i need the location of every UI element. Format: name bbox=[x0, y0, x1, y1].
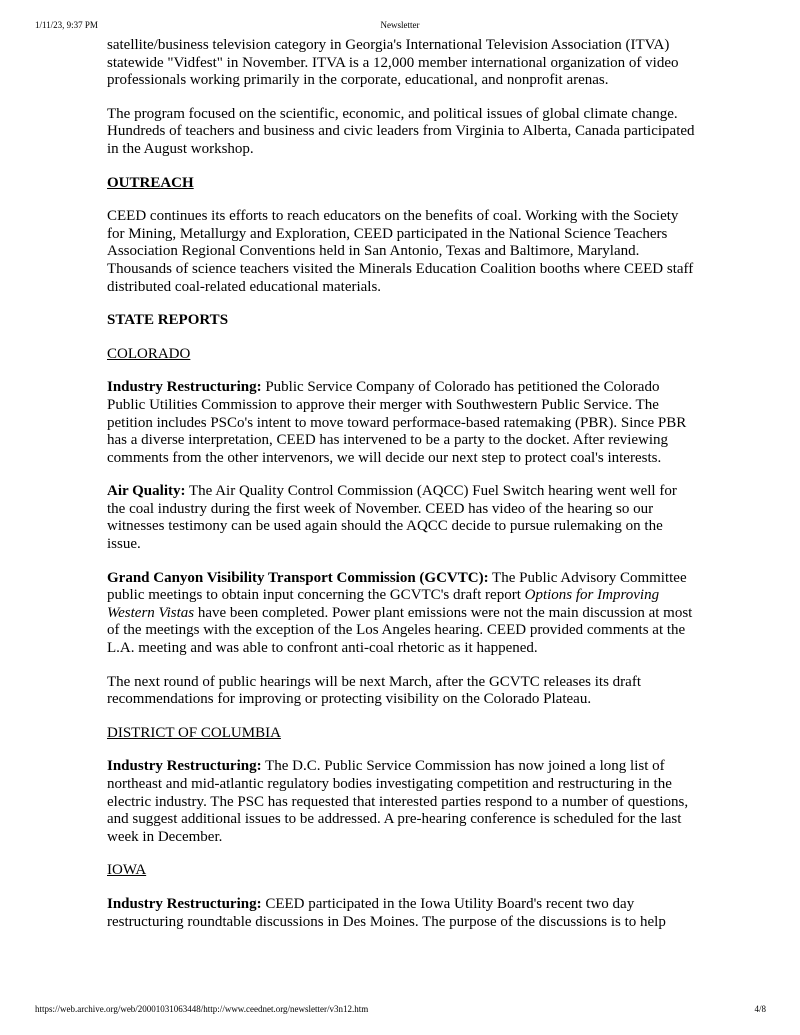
newsletter-content bbox=[107, 37, 697, 947]
iowa-industry-restructuring bbox=[107, 896, 697, 931]
colorado-gcvtc bbox=[107, 570, 697, 658]
colorado-gc-text-1: The Public Advisory Committee public meetings to obtain input concerning the GCVTC's draft report bbox=[107, 569, 687, 604]
outreach-heading: OUTREACH bbox=[107, 174, 194, 191]
iowa-ir-label: Industry Restructuring: bbox=[107, 895, 262, 912]
colorado-aq-label: Air Quality: bbox=[107, 483, 186, 500]
colorado-next-round: The next round of public hearings will be next March, after the GCVTC releases its draft recommendations for improving or protecting visibility on the Colorado Plateau. bbox=[107, 673, 642, 708]
outreach-paragraph: CEED continues its efforts to reach educators on the benefits of coal. Working with the Society for Mining, Metallurgy and Exploration, CEED participated in the National Science Teachers Association Regional Conventions held in San Antonio, Texas and Baltimore, Maryland. Thousands of science teachers visited the Minerals Education Coalition booths where CEED staff distributed coal-related educational materials. bbox=[107, 208, 694, 295]
page-number: 4/8 bbox=[754, 1004, 766, 1014]
colorado-gc-report-title: Options for Improving Western Vistas bbox=[107, 587, 660, 621]
iowa-ir-text: CEED participated in the Iowa Utility Board's recent two day restructuring roundtable discussions in Des Moines. The purpose of the discussions is to help bbox=[107, 895, 666, 930]
print-datetime: 1/11/23, 9:37 PM bbox=[35, 20, 98, 30]
colorado-gc-text-2: have been completed. Power plant emissions were not the main discussion at most of the meetings with the exception of the Los Angeles hearing. CEED provided comments at the L.A. meeting and was able to confront anti-coal rhetoric as it happened. bbox=[107, 604, 693, 657]
colorado-ir-label: Industry Restructuring: bbox=[107, 379, 262, 396]
print-title: Newsletter bbox=[380, 20, 420, 30]
colorado-aq-text: The Air Quality Control Commission (AQCC) Fuel Switch hearing went well for the coal industry during the first week of November. CEED has video of the hearing so our witnesses testimony can be used again should the AQCC decide to pursue rulemaking on the issue. bbox=[107, 483, 677, 553]
state-reports-heading: STATE REPORTS bbox=[107, 312, 229, 329]
colorado-gc-label: Grand Canyon Visibility Transport Commission (GCVTC): bbox=[107, 569, 489, 586]
iowa-heading: IOWA bbox=[107, 862, 147, 879]
dc-ir-label: Industry Restructuring: bbox=[107, 758, 262, 775]
colorado-industry-restructuring bbox=[107, 379, 697, 467]
dc-ir-text: The D.C. Public Service Commission has now joined a long list of northeast and mid-atlantic regulatory bodies investigating competition and restructuring in the electric industry. The PSC has requested that interested parties respond to a number of questions, and suggest additional issues to be addressed. A pre-hearing conference is scheduled for the last week in December. bbox=[107, 758, 689, 845]
intro-paragraph-1: satellite/business television category in Georgia's International Television Association (ITVA) statewide "Vidfest" in November. ITVA is a 12,000 member international organization of video professionals working primarily in the corporate, educational, and nonprofit arenas. bbox=[107, 37, 679, 89]
colorado-air-quality bbox=[107, 483, 697, 553]
dc-heading: DISTRICT OF COLUMBIA bbox=[107, 724, 281, 741]
dc-industry-restructuring bbox=[107, 758, 697, 846]
print-url: https://web.archive.org/web/20001031063448/http://www.ceednet.org/newsletter/v3n12.htm bbox=[35, 1004, 369, 1014]
intro-paragraph-2: The program focused on the scientific, economic, and political issues of global climate change. Hundreds of teachers and business and civic leaders from Virginia to Alberta, Canada participated in the August workshop. bbox=[107, 105, 695, 157]
colorado-ir-text: Public Service Company of Colorado has petitioned the Colorado Public Utilities Commission to approve their merger with Southwestern Public Service. The petition includes PSCo's intent to move toward performace-based ratemaking (PBR). Since PBR has a diverse interpretation, CEED has intervened to be a party to the docket. After reviewing comments from the other intervenors, we will decide our next step to protect coal's interests. bbox=[107, 379, 687, 466]
colorado-heading: COLORADO bbox=[107, 345, 191, 362]
